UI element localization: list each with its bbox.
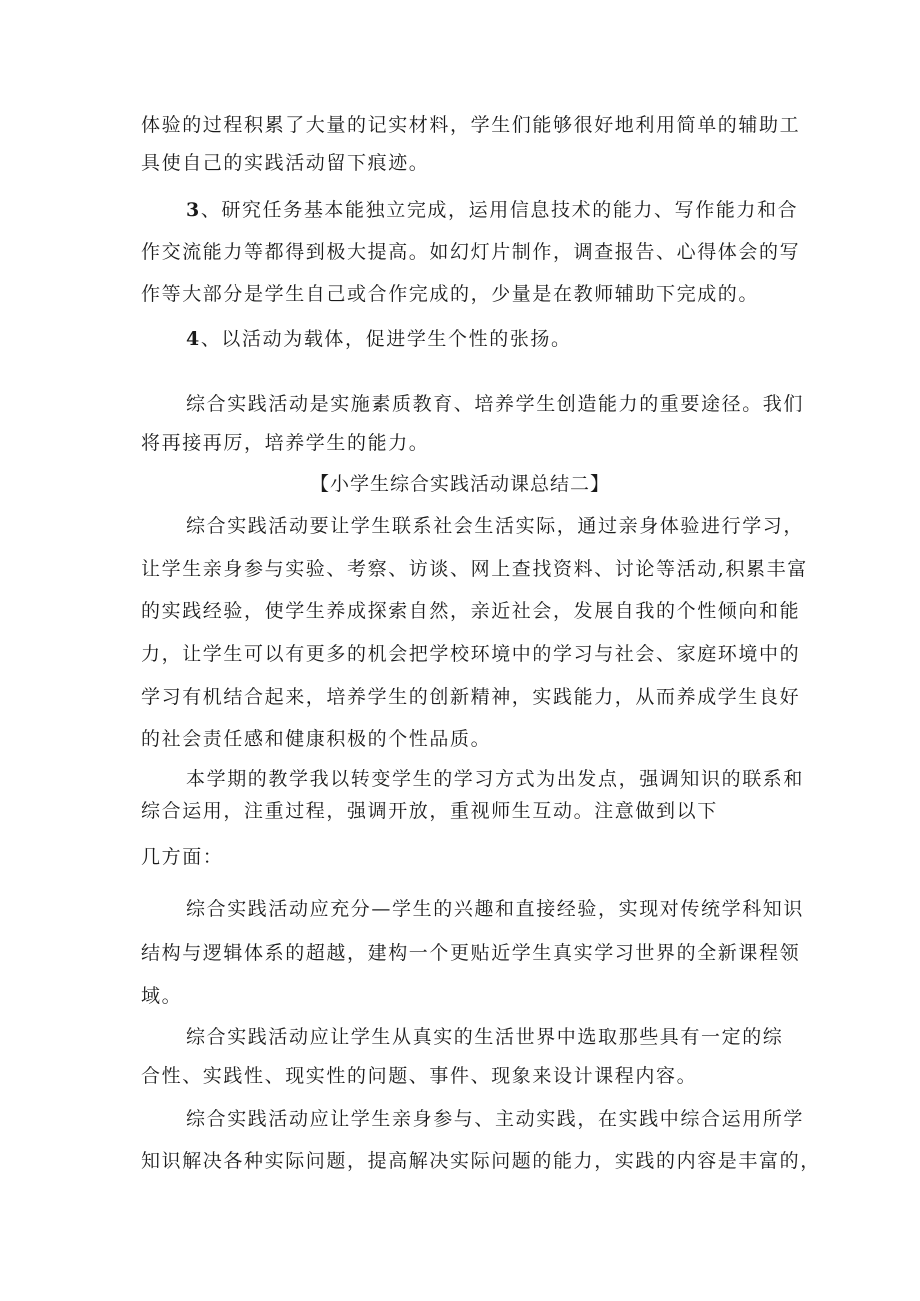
text-line: 结构与逻辑体系的超越，建构一个更贴近学生真实学习世界的全新课程领 [141, 942, 801, 964]
text-line: 本学期的教学我以转变学生的学习方式为出发点，强调知识的联系和 [186, 768, 805, 790]
text-line: 的实践经验，使学生养成探索自然，亲近社会，发展自我的个性倾向和能 [141, 600, 801, 622]
item-number: 3 [186, 199, 201, 221]
text-line: 让学生亲身参与实验、考察、访谈、网上查找资料、讨论等活动,积累丰富 [141, 558, 808, 580]
text-line: 知识解决各种实际问题，提高解决实际问题的能力，实践的内容是丰富的， [141, 1150, 821, 1172]
text-line: 合性、实践性、现实性的问题、事件、现象来设计课程内容。 [141, 1065, 698, 1087]
text-line: 综合实践活动要让学生联系社会生活实际，通过亲身体验进行学习， [186, 515, 805, 537]
text-line: 综合实践活动应让学生从真实的生活世界中选取那些具有一定的综 [186, 1026, 784, 1048]
text-line: 将再接再厉，培养学生的能力。 [141, 432, 430, 454]
text-line: 几方面： [141, 846, 224, 868]
text-line [186, 198, 798, 222]
section-heading: 【小学生综合实践活动课总结二】 [309, 473, 610, 495]
text-line: 综合运用，注重过程，强调开放，重视师生互动。注意做到以下 [141, 800, 718, 822]
text-line [186, 327, 572, 351]
text-line: 的社会责任感和健康积极的个性品质。 [141, 728, 492, 750]
text-line: 作交流能力等都得到极大提高。如幻灯片制作，调查报告、心得体会的写 [141, 241, 801, 263]
text-line: 综合实践活动应让学生亲身参与、主动实践，在实践中综合运用所学 [186, 1108, 805, 1130]
text-line: 综合实践活动应充分—学生的兴趣和直接经验，实现对传统学科知识 [186, 898, 805, 920]
text-line: 域。 [141, 985, 183, 1007]
text-line-content: 、研究任务基本能独立完成，运用信息技术的能力、写作能力和合 [200, 199, 799, 221]
item-number: 4 [186, 328, 201, 350]
text-line: 学习有机结合起来，培养学生的创新精神，实践能力，从而养成学生良好 [141, 686, 801, 708]
text-line: 综合实践活动是实施素质教育、培养学生创造能力的重要途径。我们 [186, 393, 805, 415]
text-line: 作等大部分是学生自己或合作完成的，少量是在教师辅助下完成的。 [141, 283, 760, 305]
text-line-content: 、以活动为载体，促进学生个性的张扬。 [200, 328, 572, 350]
text-line: 体验的过程积累了大量的记实材料，学生们能够很好地利用简单的辅助工 [141, 114, 801, 136]
text-line: 力，让学生可以有更多的机会把学校环境中的学习与社会、家庭环境中的 [141, 643, 801, 665]
text-line: 具使自己的实践活动留下痕迹。 [141, 152, 430, 174]
